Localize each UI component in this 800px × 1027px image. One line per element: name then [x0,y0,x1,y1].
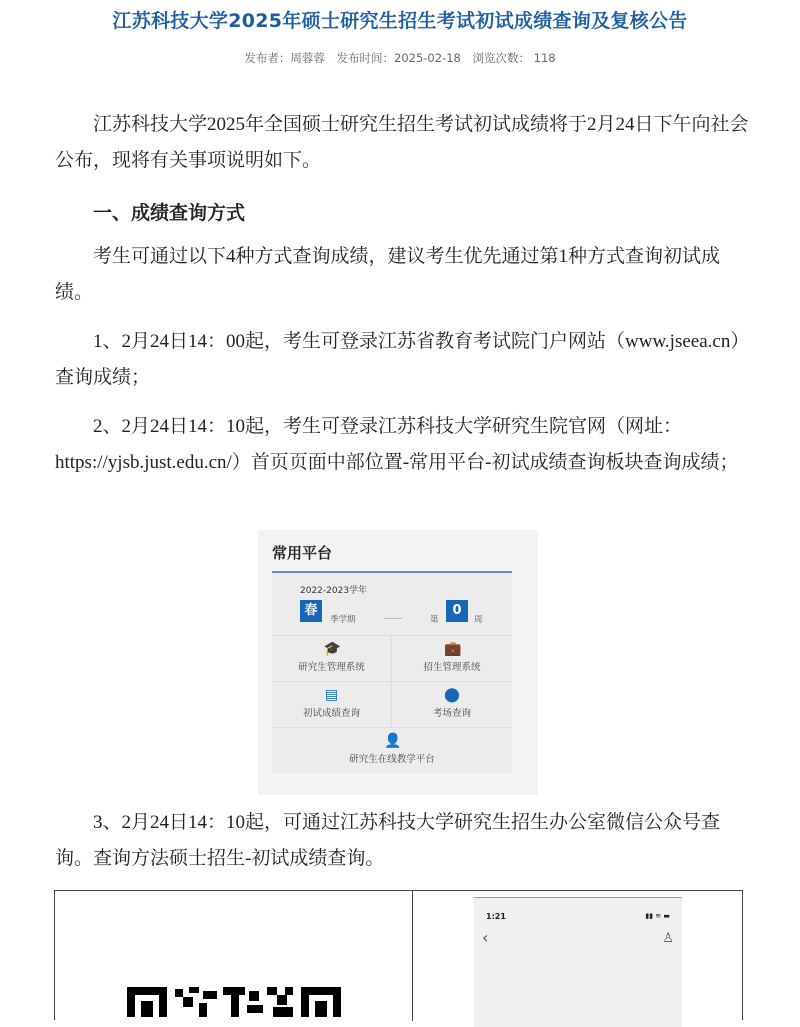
publish-time: 发布时间：2025-02-18 [336,51,461,65]
article-meta [0,50,800,66]
common-platform-screenshot [258,530,538,795]
dash [384,618,402,619]
platform-panel [272,573,512,773]
link-grad-system[interactable]: 🎓 研究生管理系统 [272,635,392,681]
location-icon: ⬤ [444,687,460,703]
qr-table [54,890,743,1020]
publisher: 发布者：周蓉蓉 [244,51,325,65]
column-divider [412,891,413,1021]
qr-code-image [127,987,341,1017]
section-heading: 一、成绩查询方式 [93,202,246,224]
season-label: 季学期 [330,615,356,625]
link-online-teaching[interactable]: 👤 研究生在线教学平台 [272,727,512,773]
paragraph-method-2: 2、2月24日14：10起，考生可登录江苏科技大学研究生院官网（网址：https://yjsb.just.edu.cn/）首页页面中部位置-常用平台-初试成绩查询板块查询成绩； [55,416,739,473]
document-icon: ▤ [324,687,339,703]
paragraph-method-3: 3、2月24日14：10起，可通过江苏科技大学研究生招生办公室微信公众号查询。查询方法硕士招生-初试成绩查询。 [55,812,721,869]
academic-year: 2022-2023学年 [300,586,368,596]
season-badge: 春 [300,600,322,622]
briefcase-icon: 💼 [444,641,462,657]
link-admission-system[interactable]: 💼 招生管理系统 [392,635,512,681]
back-icon[interactable]: ‹ [482,928,489,947]
week-suffix: 周 [474,615,483,625]
user-icon[interactable]: ♙ [662,931,674,946]
page-title: 江苏科技大学2025年硕士研究生招生考试初试成绩查询及复核公告 [112,10,688,32]
week-badge: 0 [446,600,468,622]
view-count: 浏览次数： 118 [472,51,556,65]
week-prefix: 第 [430,615,439,625]
paragraph-methods: 考生可通过以下4种方式查询成绩，建议考生优先通过第1种方式查询初试成绩。 [55,246,721,303]
graduation-cap-icon: 🎓 [323,641,341,657]
card-title: 常用平台 [272,544,333,562]
paragraph-method-1: 1、2月24日14：00起，考生可登录江苏省教育考试院门户网站（www.jseea.cn）查询成绩； [55,331,750,388]
link-exam-room-query[interactable]: ⬤ 考场查询 [392,681,512,727]
phone-time: 1:21 [486,912,506,921]
teacher-icon: 👤 [384,733,402,749]
phone-status-icons: ▮▮ ≋ ▬ [645,912,670,920]
link-score-query[interactable]: ▤ 初试成绩查询 [272,681,392,727]
paragraph-intro: 江苏科技大学2025年全国硕士研究生招生考试初试成绩将于2月24日下午向社会公布，现将有关事项说明如下。 [55,114,749,171]
